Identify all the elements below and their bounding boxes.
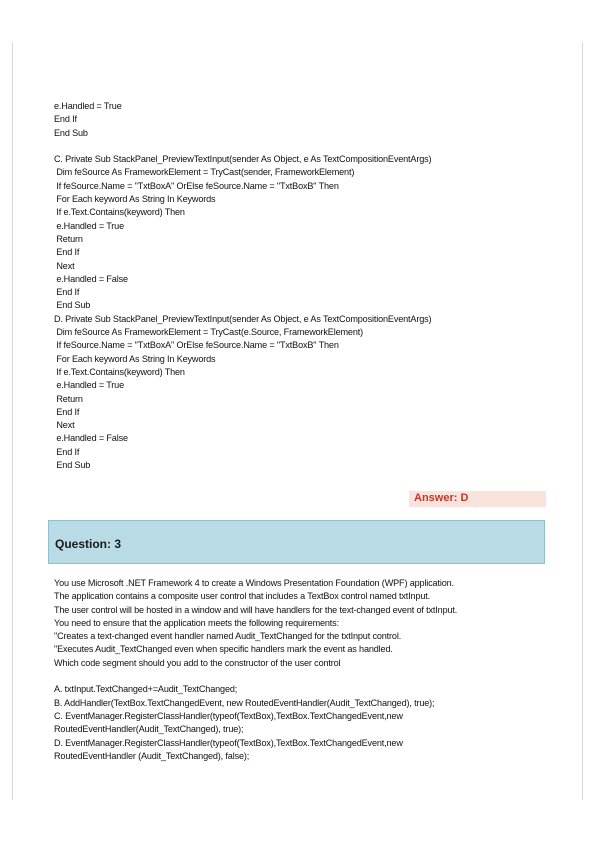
- code-line: End Sub: [54, 127, 88, 138]
- code-line: End If: [54, 287, 80, 298]
- code-line: Return: [54, 393, 83, 404]
- answer-option-d-cont: RoutedEventHandler (Audit_TextChanged), false);: [54, 750, 250, 761]
- code-line: Dim feSource As FrameworkElement = TryCast(sender, FrameworkElement): [54, 167, 355, 178]
- code-line: Return: [54, 233, 83, 244]
- question-text-line: Which code segment should you add to the constructor of the user control: [54, 657, 341, 668]
- code-line: e.Handled = True: [54, 380, 124, 391]
- code-line: If feSource.Name = "TxtBoxA" OrElse feSource.Name = "TxtBoxB" Then: [54, 180, 339, 191]
- answer-option-d: D. EventManager.RegisterClassHandler(typeof(TextBox),TextBox.TextChangedEvent,new: [54, 737, 403, 748]
- code-line: C. Private Sub StackPanel_PreviewTextInput(sender As Object, e As TextCompositionEventArgs): [54, 154, 432, 165]
- question-text-line: The application contains a composite user control that includes a TextBox control named txtInput.: [54, 591, 431, 602]
- code-line: If e.Text.Contains(keyword) Then: [54, 207, 185, 218]
- question-gap: [54, 670, 579, 683]
- code-line: e.Handled = True: [54, 101, 122, 111]
- code-line: End If: [54, 114, 77, 125]
- code-listing: [54, 100, 574, 472]
- code-line: Next: [54, 420, 75, 431]
- code-line: D. Private Sub StackPanel_PreviewTextInput(sender As Object, e As TextCompositionEventArgs): [54, 313, 432, 324]
- code-line: For Each keyword As String In Keywords: [54, 194, 216, 205]
- question-text-line: You use Microsoft .NET Framework 4 to create a Windows Presentation Foundation (WPF) application.: [54, 578, 454, 588]
- question-title: Question: 3: [55, 537, 122, 551]
- question-header: [48, 520, 545, 564]
- code-line: e.Handled = False: [54, 273, 128, 284]
- code-line: End If: [54, 247, 80, 258]
- code-line: e.Handled = False: [54, 433, 128, 444]
- code-line: End If: [54, 406, 80, 417]
- answer-option-a: A. txtInput.TextChanged+=Audit_TextChanged;: [54, 684, 238, 695]
- question-text-line: "Creates a text-changed event handler named Audit_TextChanged for the txtInput control.: [54, 631, 402, 642]
- code-line: If e.Text.Contains(keyword) Then: [54, 366, 185, 377]
- question-text-line: The user control will be hosted in a window and will have handlers for the text-changed event of txtInput.: [54, 604, 458, 615]
- code-line: End If: [54, 446, 80, 457]
- right-margin-rule: [582, 42, 583, 800]
- answer-banner: [409, 491, 546, 507]
- code-line: Dim feSource As FrameworkElement = TryCast(e.Source, FrameworkElement): [54, 327, 363, 338]
- answer-option-c: C. EventManager.RegisterClassHandler(typeof(TextBox),TextBox.TextChangedEvent,new: [54, 710, 403, 721]
- code-line: For Each keyword As String In Keywords: [54, 353, 216, 364]
- code-line: End Sub: [54, 460, 91, 471]
- answer-option-b: B. AddHandler(TextBox.TextChangedEvent, new RoutedEventHandler(Audit_TextChanged), true);: [54, 697, 435, 708]
- code-line: e.Handled = True: [54, 220, 124, 231]
- question-body: [54, 577, 579, 763]
- question-text-line: "Executes Audit_TextChanged even when specific handlers mark the event as handled.: [54, 644, 393, 655]
- code-line: Next: [54, 260, 75, 271]
- code-line: If feSource.Name = "TxtBoxA" OrElse feSource.Name = "TxtBoxB" Then: [54, 340, 339, 351]
- answer-option-c-cont: RoutedEventHandler(Audit_TextChanged), true);: [54, 724, 244, 735]
- code-gap: [54, 140, 574, 153]
- question-text-line: You need to ensure that the application meets the following requirements:: [54, 617, 339, 628]
- left-margin-rule: [12, 42, 13, 800]
- answer-label: Answer: D: [414, 492, 469, 504]
- code-line: End Sub: [54, 300, 91, 311]
